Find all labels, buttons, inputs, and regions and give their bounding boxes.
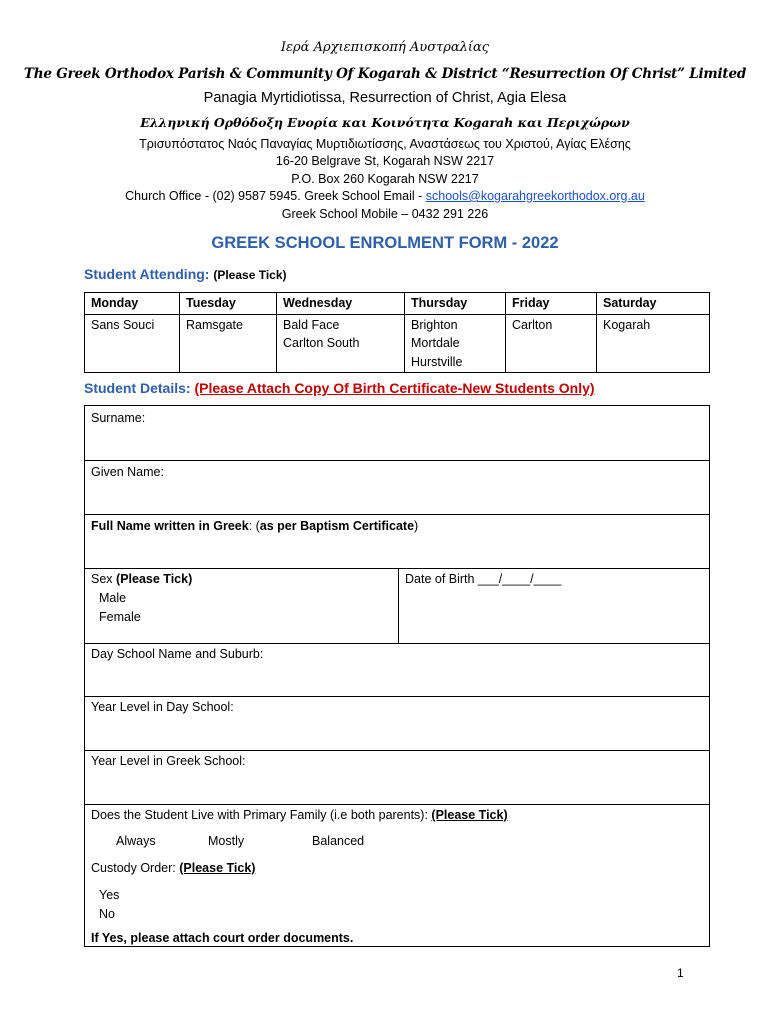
sex-option-female[interactable]: Female [99, 610, 141, 624]
student-attending-label: Student Attending: [84, 266, 210, 282]
court-order-instruction: If Yes, please attach court order documents. [91, 931, 354, 945]
parish-title-english: The Greek Orthodox Parish & Community Of Kogarah & District “Resurrection Of Christ” Limited [23, 66, 747, 82]
surname-label: Surname: [91, 411, 146, 425]
custody-option-no[interactable]: No [99, 907, 115, 921]
sex-option-male[interactable]: Male [99, 591, 127, 605]
day-header[interactable]: Tuesday [180, 293, 277, 315]
family-custody-section [85, 805, 709, 948]
greek-name-label: Full Name written in Greek: (as per Baptism Certificate) [91, 519, 419, 533]
family-option-mostly[interactable]: Mostly [208, 834, 245, 848]
school-mobile: Greek School Mobile – 0432 291 226 [281, 207, 489, 221]
location-option: Carlton South [283, 336, 360, 350]
location-cell-thursday[interactable] [405, 314, 506, 373]
contact-line [0, 189, 770, 203]
school-email-link[interactable]: schools@kogarahgreekorthodox.org.au [425, 189, 645, 203]
location-option: Hurstville [411, 354, 463, 369]
day-school-label: Day School Name and Suburb: [91, 647, 264, 661]
greek-name-field[interactable] [85, 515, 709, 569]
street-address: 16-20 Belgrave St, Kogarah NSW 2217 [275, 154, 495, 168]
location-cell-saturday[interactable] [597, 314, 710, 373]
location-option: Sans Souci [91, 317, 155, 332]
form-title: GREEK SCHOOL ENROLMENT FORM - 2022 [211, 234, 559, 252]
archdiocese-heading: Ιερά Αρχιεπισκοπή Αυστραλίας [280, 40, 490, 55]
student-details-label: Student Details: [84, 380, 191, 396]
family-option-balanced[interactable]: Balanced [312, 834, 365, 848]
given-name-field[interactable] [85, 461, 709, 515]
sex-dob-row [85, 569, 709, 644]
surname-field[interactable] [85, 406, 709, 461]
location-option: Bald Face [283, 317, 340, 332]
location-option: Carlton [512, 317, 553, 332]
sex-dob-divider [398, 569, 399, 643]
primary-family-question: Does the Student Live with Primary Family (i.e both parents): (Please Tick) [91, 808, 508, 822]
office-phone-text: Church Office - (02) 9587 5945. Greek School Email - [125, 189, 426, 203]
location-cell-tuesday[interactable] [180, 314, 277, 373]
page-number: 1 [677, 966, 684, 980]
po-box-address: P.O. Box 260 Kogarah NSW 2217 [291, 172, 479, 186]
student-attending-note: (Please Tick) [213, 268, 287, 282]
day-header[interactable]: Friday [506, 293, 597, 315]
location-cell-wednesday[interactable] [277, 314, 405, 373]
location-option: Ramsgate [186, 317, 243, 332]
family-option-always[interactable]: Always [116, 834, 156, 848]
days-header-row [85, 293, 710, 315]
location-cell-friday[interactable] [506, 314, 597, 373]
day-header[interactable]: Thursday [405, 293, 506, 315]
year-level-greek-school-field[interactable] [85, 751, 709, 805]
attendance-days-table [84, 292, 710, 373]
location-option: Mortdale [411, 336, 460, 350]
sex-label: Sex (Please Tick) [91, 572, 193, 586]
date-of-birth-field[interactable]: Date of Birth ___/____/____ [405, 572, 562, 586]
parish-subtitle: Panagia Myrtidiotissa, Resurrection of Christ, Agia Elesa [203, 90, 567, 106]
student-details-heading [84, 380, 595, 396]
day-header[interactable]: Monday [85, 293, 180, 315]
day-header[interactable]: Saturday [597, 293, 710, 315]
location-cell-monday[interactable] [85, 314, 180, 373]
church-names-greek: Τρισυπόστατος Ναός Παναγίας Μυρτιδιωτίσσης, Αναστάσεως του Χριστού, Αγίας Ελέσης [139, 137, 631, 151]
student-details-form [84, 405, 710, 947]
day-school-field[interactable] [85, 644, 709, 697]
year-level-greek-label: Year Level in Greek School: [91, 754, 246, 768]
custody-option-yes[interactable]: Yes [99, 888, 120, 902]
birth-certificate-note: (Please Attach Copy Of Birth Certificate-New Students Only) [194, 380, 595, 396]
day-header[interactable]: Wednesday [277, 293, 405, 315]
location-option: Brighton [411, 317, 458, 332]
locations-row [85, 314, 710, 373]
student-attending-heading [84, 266, 287, 282]
year-level-day-label: Year Level in Day School: [91, 700, 234, 714]
parish-title-greek: Ελληνική Ορθόδοξη Ενορία και Κοινότητα Kogarah και Περιχώρων [140, 115, 630, 130]
custody-order-label: Custody Order: (Please Tick) [91, 861, 256, 875]
given-name-label: Given Name: [91, 465, 164, 479]
year-level-day-school-field[interactable] [85, 697, 709, 751]
location-option: Kogarah [603, 317, 651, 332]
